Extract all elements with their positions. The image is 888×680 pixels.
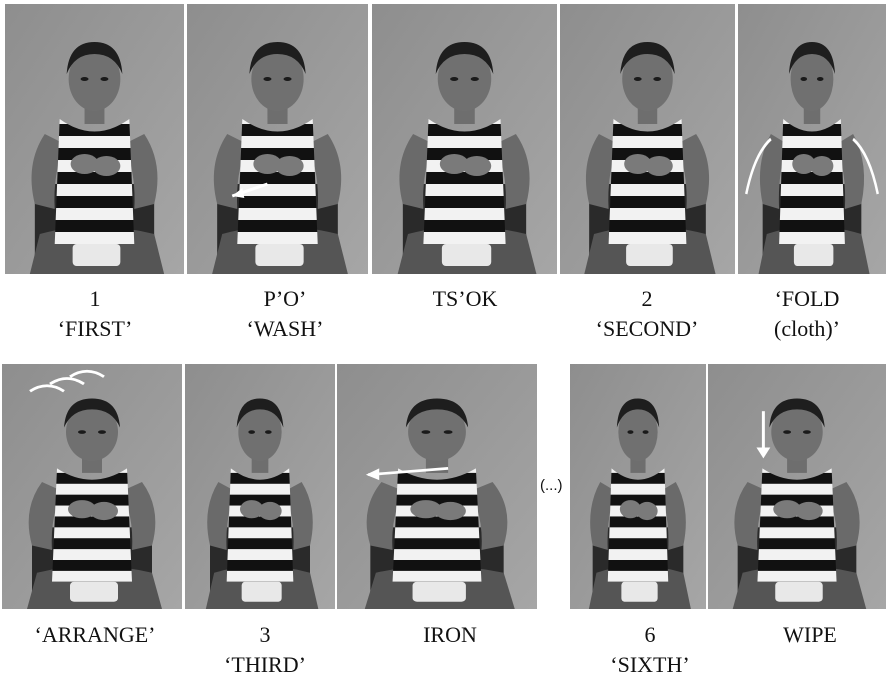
caption-5: ‘FOLD (cloth)’ xyxy=(774,286,840,341)
caption-7: 3 ‘THIRD’ xyxy=(224,622,306,677)
ellipsis: (...) xyxy=(540,477,563,494)
video-frame-1 xyxy=(5,4,184,274)
video-frame-7 xyxy=(185,364,335,609)
video-frame-3 xyxy=(372,4,557,274)
caption-8: IRON xyxy=(423,622,477,647)
video-frame-10 xyxy=(708,364,886,609)
caption-3: TS’OK xyxy=(432,286,498,311)
caption-2: P’O’ ‘WASH’ xyxy=(246,286,324,341)
video-frame-5 xyxy=(738,4,886,274)
video-frame-9 xyxy=(570,364,706,609)
caption-4: 2 ‘SECOND’ xyxy=(595,286,699,341)
caption-9: 6 ‘SIXTH’ xyxy=(610,622,690,677)
caption-1: 1 ‘FIRST’ xyxy=(57,286,133,341)
video-frame-2 xyxy=(187,4,368,274)
video-frame-8 xyxy=(337,364,537,609)
caption-6: ‘ARRANGE’ xyxy=(34,622,156,647)
video-frame-6 xyxy=(2,364,182,609)
video-frame-4 xyxy=(560,4,735,274)
caption-10: WIPE xyxy=(783,622,837,647)
